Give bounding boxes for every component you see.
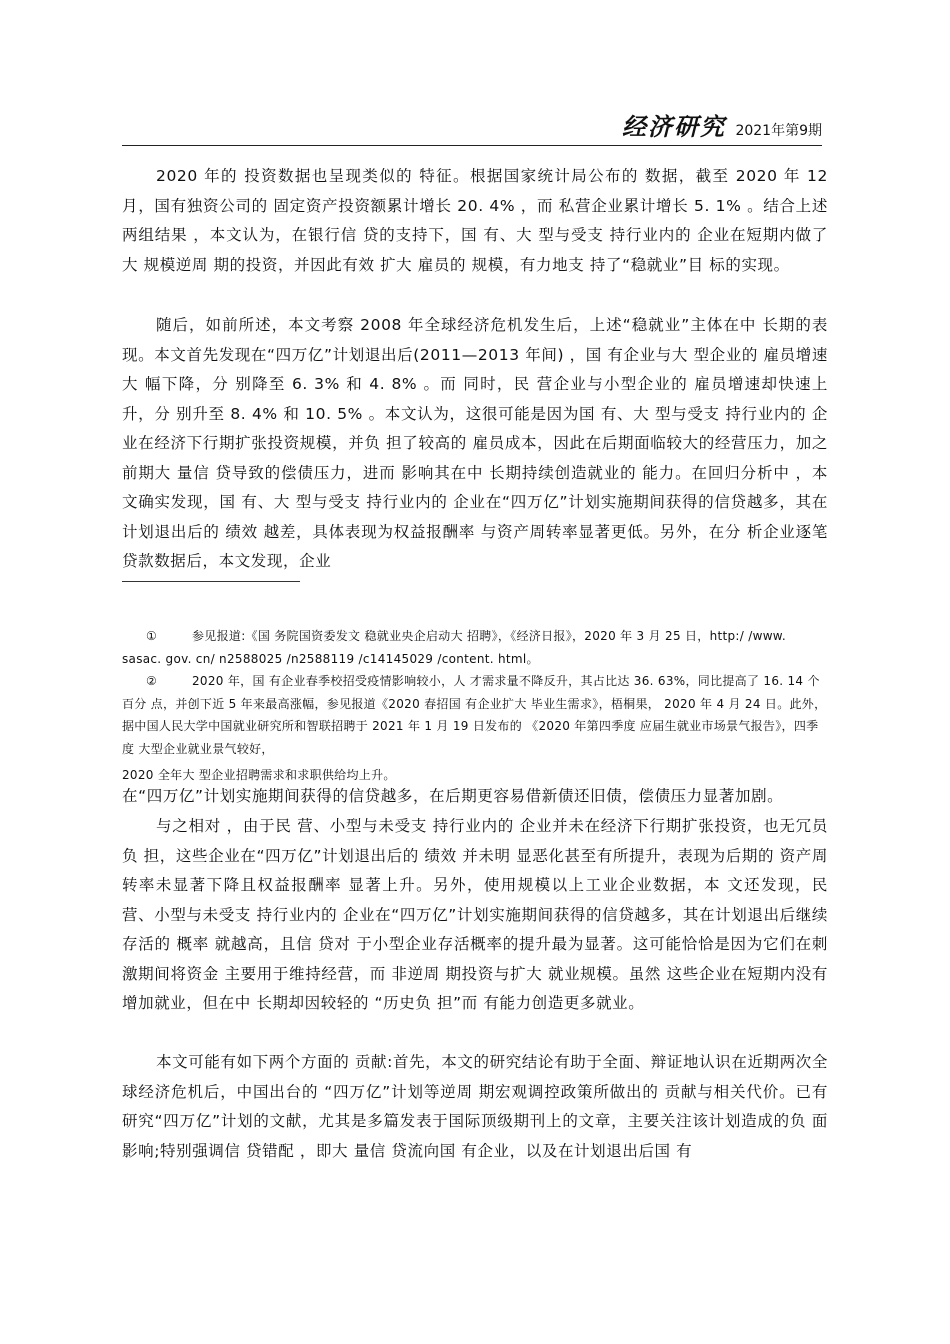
- footnote-continuation: 2020 全年大 型企业招聘需求和求职供给均上升。: [122, 768, 396, 782]
- footnote-marker: ①: [146, 629, 158, 643]
- footnote-text: 2020 年，国 有企业春季校招受疫情影响较小，人 才需求量不降反升，其占比达 36. 63%，同比提高了 16. 14 个百分 点，并创下近 5 年来最高涨幅，参见报道《2020 春招国 有企业扩大 毕业生需求》，梧桐果， 2020 年 4 月 24 日。此外，据中国人民大学中国就业研究所和智联招聘于 2021 年 1 月 19 日发布的 《2020 年第四季度 应届生就业市场景气报告》，四季度 大型企业就业景气较好，: [122, 674, 827, 756]
- footnote-text: 参见报道:《国 务院国资委发文 稳就业央企启动大 招聘》，《经济日报》，2020 年 3 月 25 日，http:/ /www. sasac. gov. cn/ n2588025 /n2588119 /c14145029 /content. html。: [122, 629, 786, 666]
- paragraph-3: 在“四万亿”计划实施期间获得的信贷越多，在后期更容易借新债还旧债，偿债压力显著加剧。: [122, 787, 784, 805]
- footnote-marker: ②: [146, 674, 158, 688]
- footnote-1: [122, 625, 828, 670]
- paragraph-5: 本文可能有如下两个方面的 贡献:首先，本文的研究结论有助于全面、辩证地认识在近期两次全球经济危机后，中国出台的 “四万亿”计划等逆周 期宏观调控政策所做出的 贡献与相关代价。已有研究“四万亿”计划的文献，尤其是多篇发表于国际顶级期刊上的文章，主要关注该计划造成的负 面影响;特别强调信 贷错配 ，即大 量信 贷流向国 有企业，以及在计划退出后国 有: [122, 1053, 828, 1160]
- paragraph-2: 随后，如前所述，本文考察 2008 年全球经济危机发生后，上述“稳就业”主体在中 长期的表现。本文首先发现在“四万亿”计划退出后(2011—2013 年间) ，国 有企业与大 型企业的 雇员增速大 幅下降，分 别降至 6. 3% 和 4. 8% 。而 同时，民 营企业与小型企业的 雇员增速却快速上升，分 别升至 8. 4% 和 10. 5% 。本文认为，这很可能是因为国 有、大 型与受支 持行业内的 企业在经济下行期扩张投资规模，并负 担了较高的 雇员成本，因此在后期面临较大的经营压力，加之前期大 量信 贷导致的偿债压力，进而 影响其在中 长期持续创造就业的 能力。在回归分析中 ，本文确实发现，国 有、大 型与受支 持行业内的 企业在“四万亿”计划实施期间获得的信贷越多，其在计划退出后的 绩效 越差，具体表现为权益报酬率 与资产周转率显著更低。另外，在分 析企业逐笔贷款数据后，本文发现，企业: [122, 316, 828, 570]
- journal-logo: 经济研究: [622, 112, 726, 141]
- footnote-rule: [122, 581, 300, 582]
- paragraph-4: 与之相对 ，由于民 营、小型与未受支 持行业内的 企业并未在经济下行期扩张投资，也无冗员负 担，这些企业在“四万亿”计划退出后的 绩效 并未明 显恶化甚至有所提升，表现为后期的 资产周转率未显著下降且权益报酬率 显著上升。另外，使用规模以上工业企业数据，本 文还发现，民 营、小型与未受支 持行业内的 企业在“四万亿”计划实施期间获得的信贷越多，其在计划退出后继续存活的 概率 就越高，且信 贷对 于小型企业存活概率的提升最为显著。这可能恰恰是因为它们在刺激期间将资金 主要用于维持经营，而 非逆周 期投资与扩大 就业规模。虽然 这些企业在短期内没有增加就业，但在中 长期却因较轻的 “历史负 担”而 有能力创造更多就业。: [122, 817, 828, 1012]
- issue-label: 2021年第9期: [735, 123, 822, 139]
- header-rule: [122, 145, 822, 146]
- paragraph-1: 2020 年的 投资数据也呈现类似的 特征。根据国家统计局公布的 数据，截至 2020 年 12 月，国有独资公司的 固定资产投资额累计增长 20. 4% ，而 私营企业累计增长 5. 1% 。结合上述两组结果 ，本文认为，在银行信 贷的支持下，国 有、大 型与受支 持行业内的 企业在短期内做了大 规模逆周 期的投资，并因此有效 扩大 雇员的 规模，有力地支 持了“稳就业”目 标的实现。: [122, 167, 828, 274]
- page-header: [122, 112, 822, 146]
- footnote-2: [122, 670, 828, 760]
